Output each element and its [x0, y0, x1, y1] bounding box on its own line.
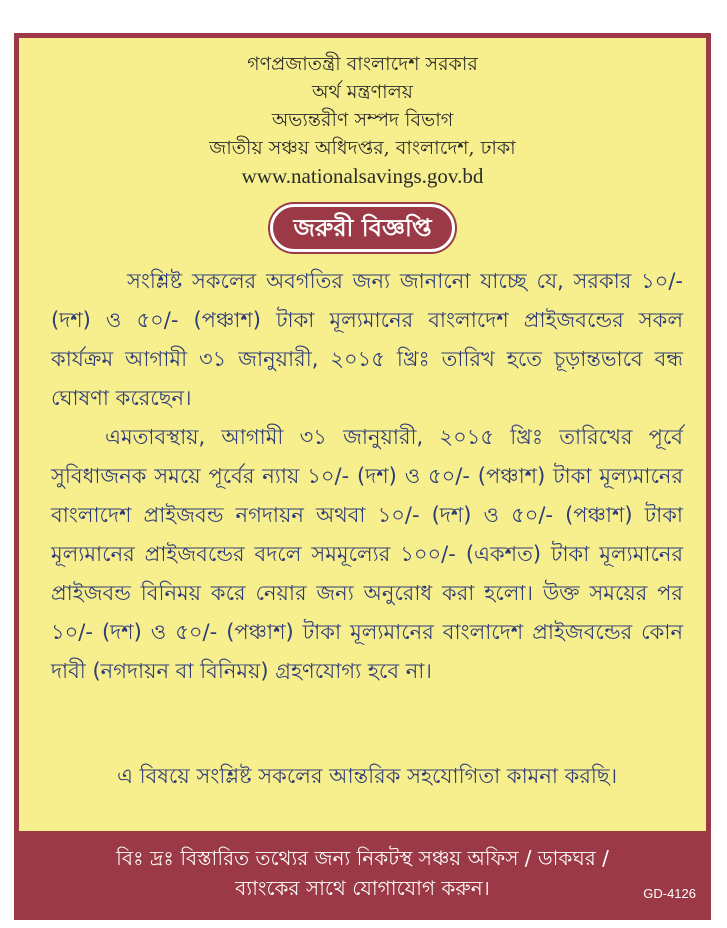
footer-line-2: ব্যাংকের সাথে যোগাযোগ করুন।: [235, 876, 490, 900]
footer-banner: [19, 831, 706, 915]
header-government: গণপ্রজাতন্ত্রী বাংলাদেশ সরকার: [247, 53, 478, 75]
document-code: GD-4126: [643, 886, 696, 901]
notice-frame: [14, 33, 711, 920]
header-division: অভ্যন্তরীণ সম্পদ বিভাগ: [271, 109, 454, 131]
header-directorate: জাতীয় সঞ্চয় অধিদপ্তর, বাংলাদেশ, ঢাকা: [209, 137, 516, 159]
paragraph-3: এ বিষয়ে সংশ্লিষ্ট সকলের আন্তরিক সহযোগিতা কামনা করছি।: [117, 764, 618, 788]
paragraph-2: এমতাবস্থায়, আগামী ৩১ জানুয়ারী, ২০১৫ খ্রিঃ তারিখের পূর্বে সুবিধাজনক সময়ে পূর্বের ন্যায় ১০/- (দশ) ও ৫০/- (পঞ্চাশ) টাকা মূল্যমানের বাংলাদেশ প্রাইজবন্ড নগদায়ন অথবা ১০/- (দশ) ও ৫০/- (পঞ্চাশ) টাকা মূল্যমানের প্রাইজবন্ডের বদলে সমমূল্যের ১০০/- (একশত) টাকা মূল্যমানের প্রাইজবন্ড বিনিময় করে নেয়ার জন্য অনুরোধ করা হলো। উক্ত সময়ের পর ১০/- (দশ) ও ৫০/- (পঞ্চাশ) টাকা মূল্যমানের বাংলাদেশ প্রাইজবন্ডের কোন দাবী (নগদায়ন বা বিনিময়) গ্রহণযোগ্য হবে না।: [51, 425, 683, 683]
paragraph-1: সংশ্লিষ্ট সকলের অবগতির জন্য জানানো যাচ্ছে যে, সরকার ১০/- (দশ) ও ৫০/- (পঞ্চাশ) টাকা মূল্যমানের বাংলাদেশ প্রাইজবন্ডের সকল কার্যক্রম আগামী ৩১ জানুয়ারী, ২০১৫ খ্রিঃ তারিখ হতে চূড়ান্তভাবে বন্ধ ঘোষণা করেছেন।: [51, 269, 683, 410]
title-container: [19, 204, 706, 252]
header-website-link[interactable]: www.nationalsavings.gov.bd: [241, 164, 484, 188]
notice-header: [19, 50, 706, 190]
notice-title: জরুরী বিজ্ঞপ্তি: [270, 204, 454, 252]
header-ministry: অর্থ মন্ত্রণালয়: [312, 81, 413, 103]
footer-line-1: বিঃ দ্রঃ বিস্তারিত তথ্যের জন্য নিকটস্থ সঞ্চয় অফিস / ডাকঘর /: [116, 846, 609, 870]
